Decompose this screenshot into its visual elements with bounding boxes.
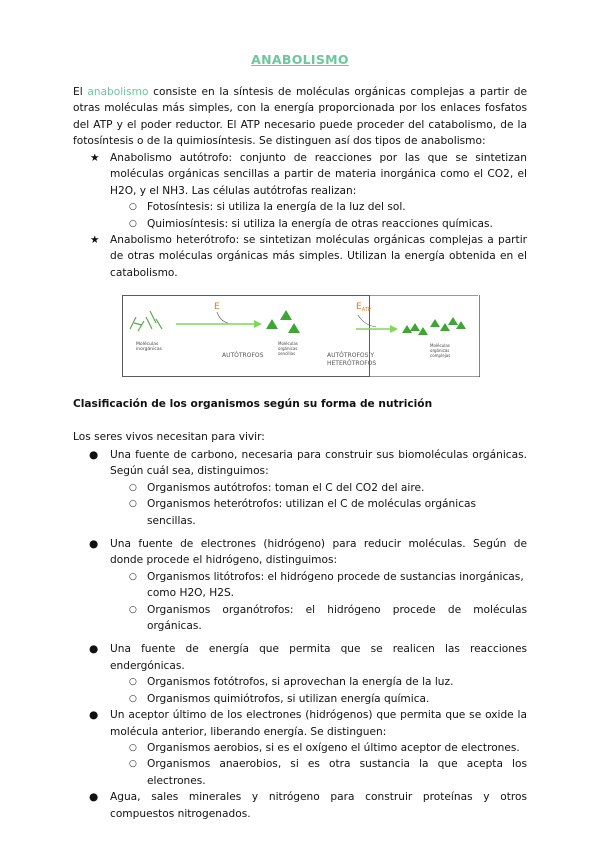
need-water-text: Agua, sales minerales y nitrógeno para construir proteínas y otros compuestos nitrogenados. <box>110 791 527 820</box>
list-item <box>73 216 527 232</box>
list-item <box>73 496 527 529</box>
caption-autotrophs-heterotrophs: AUTÓTROFOS Y <box>327 352 374 359</box>
list-item <box>73 480 527 496</box>
need-energy-text: Una fuente de energía que permita que se realicen las reacciones endergónicas. <box>110 643 527 672</box>
bullet-icon: ● <box>89 709 99 722</box>
circle-bullet-icon: ○ <box>129 742 137 753</box>
need-acceptor-text: Un aceptor último de los electrones (hidrógenos) que permita que se oxide la molécula anterior, liberando energía. Se distinguen: <box>110 709 527 738</box>
need-electrons-text: Una fuente de electrones (hidrógeno) para reducir moléculas. Según de donde procede el hidrógeno, distinguimos: <box>110 538 527 567</box>
bullet-icon: ● <box>89 449 99 461</box>
list-item <box>73 756 527 789</box>
arrow-2-head-icon <box>390 325 398 333</box>
circle-bullet-icon: ○ <box>129 499 137 510</box>
list-item <box>73 641 527 674</box>
spacer <box>73 634 527 641</box>
circle-bullet-icon: ○ <box>129 571 137 582</box>
sub-item-text: Organismos anaerobios, si es otra sustancia la que acepta los electrones. <box>147 758 527 787</box>
circle-bullet-icon: ○ <box>129 677 137 688</box>
list-item <box>73 447 527 480</box>
label-simple-1: Moléculas <box>278 341 298 346</box>
list-item <box>73 674 527 690</box>
page-title: ANABOLISMO <box>251 52 349 67</box>
label-simple-3: sencillas <box>278 351 296 356</box>
list-item <box>73 602 527 635</box>
spacer <box>73 529 527 536</box>
sub-item-text: Fotosíntesis: si utiliza la energía de la luz del sol. <box>147 201 406 214</box>
list-item <box>73 569 527 602</box>
sub-item-text: Organismos autótrofos: toman el C del CO2 del aire. <box>147 481 425 494</box>
circle-bullet-icon: ○ <box>129 759 137 770</box>
complex-organic-molecules-icon <box>402 317 466 335</box>
intro-paragraph <box>73 84 527 150</box>
energy-label-2: $E_{ATP}$ <box>356 302 371 313</box>
label-complex-3: complejas <box>430 353 451 358</box>
type-heterotroph-text: Anabolismo heterótrofo: se sintetizan moléculas orgánicas complejas a partir de otras moléculas orgánicas más simples. Utilizan la energía obtenida en el catabolismo. <box>110 234 527 279</box>
energy-label-1: E <box>214 302 220 312</box>
section-heading: Clasificación de los organismos según su forma de nutrición <box>73 398 433 410</box>
label-complex-1: Moléculas <box>430 343 450 348</box>
bullet-icon: ● <box>89 538 99 551</box>
list-item <box>73 232 527 281</box>
type-autotroph-text: Anabolismo autótrofo: conjunto de reacciones por las que se sintetizan moléculas orgánicas sencillas a partir de materia inorgánica como el CO2, el H2O, y el NH3. Las células autótrofas realizan: <box>110 152 527 197</box>
need-carbon-text: Una fuente de carbono, necesaria para construir sus biomoléculas orgánicas. Según cuál sea, distinguimos: <box>110 449 527 478</box>
label-inorganic-2: inorgánicas <box>136 347 162 352</box>
star-bullet-icon: ★ <box>90 152 100 164</box>
caption-heterotrophs: HETERÓTROFOS <box>327 360 377 367</box>
anabolism-types-list <box>73 150 527 281</box>
star-bullet-icon: ★ <box>90 234 100 247</box>
sub-item-text: Organismos litótrofos: el hidrógeno procede de sustancias inorgánicas, como H2O, H2S. <box>147 570 524 600</box>
sub-item-text: Organismos heterótrofos: utilizan el C de moléculas orgánicas sencillas. <box>147 498 477 527</box>
label-complex-2: orgánicas <box>430 348 450 353</box>
list-item <box>73 789 527 822</box>
circle-bullet-icon: ○ <box>129 202 137 213</box>
bullet-icon: ● <box>89 643 99 656</box>
anabolism-diagram <box>122 295 377 377</box>
nutrition-needs-list <box>73 447 527 822</box>
list-item <box>73 150 527 199</box>
anabolism-diagram-right <box>370 295 480 377</box>
caption-autotrophs: AUTÓTROFOS <box>222 352 264 359</box>
sub-item-text: Quimiosíntesis: si utiliza la energía de otras reacciones químicas. <box>147 217 493 230</box>
intro-text: consiste en la síntesis de moléculas orgánicas complejas a partir de otras moléculas más simples, con la energía proporcionada por los enlaces fosfatos del ATP y el poder reductor. El ATP necesario puede proceder del catabolismo, de la fotosíntesis o de la quimiosíntesis. Se distinguen así dos tipos de anabolismo: <box>73 86 527 148</box>
circle-bullet-icon: ○ <box>129 693 137 704</box>
list-item <box>73 536 527 569</box>
sub-item-text: Organismos aerobios, si es el oxígeno el último aceptor de electrones. <box>147 741 520 754</box>
section-lead: Los seres vivos necesitan para vivir: <box>73 431 265 443</box>
label-inorganic-1: Moléculas <box>136 342 159 347</box>
intro-highlight: anabolismo <box>87 86 149 98</box>
list-item <box>73 691 527 707</box>
sub-item-text: Organismos quimiótrofos, si utilizan energía química. <box>147 692 430 705</box>
sub-item-text: Organismos fotótrofos, si aprovechan la energía de la luz. <box>147 676 454 689</box>
circle-bullet-icon: ○ <box>129 604 137 615</box>
list-item <box>73 199 527 215</box>
intro-prefix: El <box>73 86 88 98</box>
bullet-icon: ● <box>89 791 99 804</box>
circle-bullet-icon: ○ <box>129 482 137 493</box>
circle-bullet-icon: ○ <box>129 218 137 229</box>
list-item <box>73 707 527 740</box>
sub-item-text: Organismos organótrofos: el hidrógeno procede de moléculas orgánicas. <box>147 603 527 633</box>
list-item <box>73 740 527 756</box>
label-simple-2: orgánicas <box>278 346 298 351</box>
